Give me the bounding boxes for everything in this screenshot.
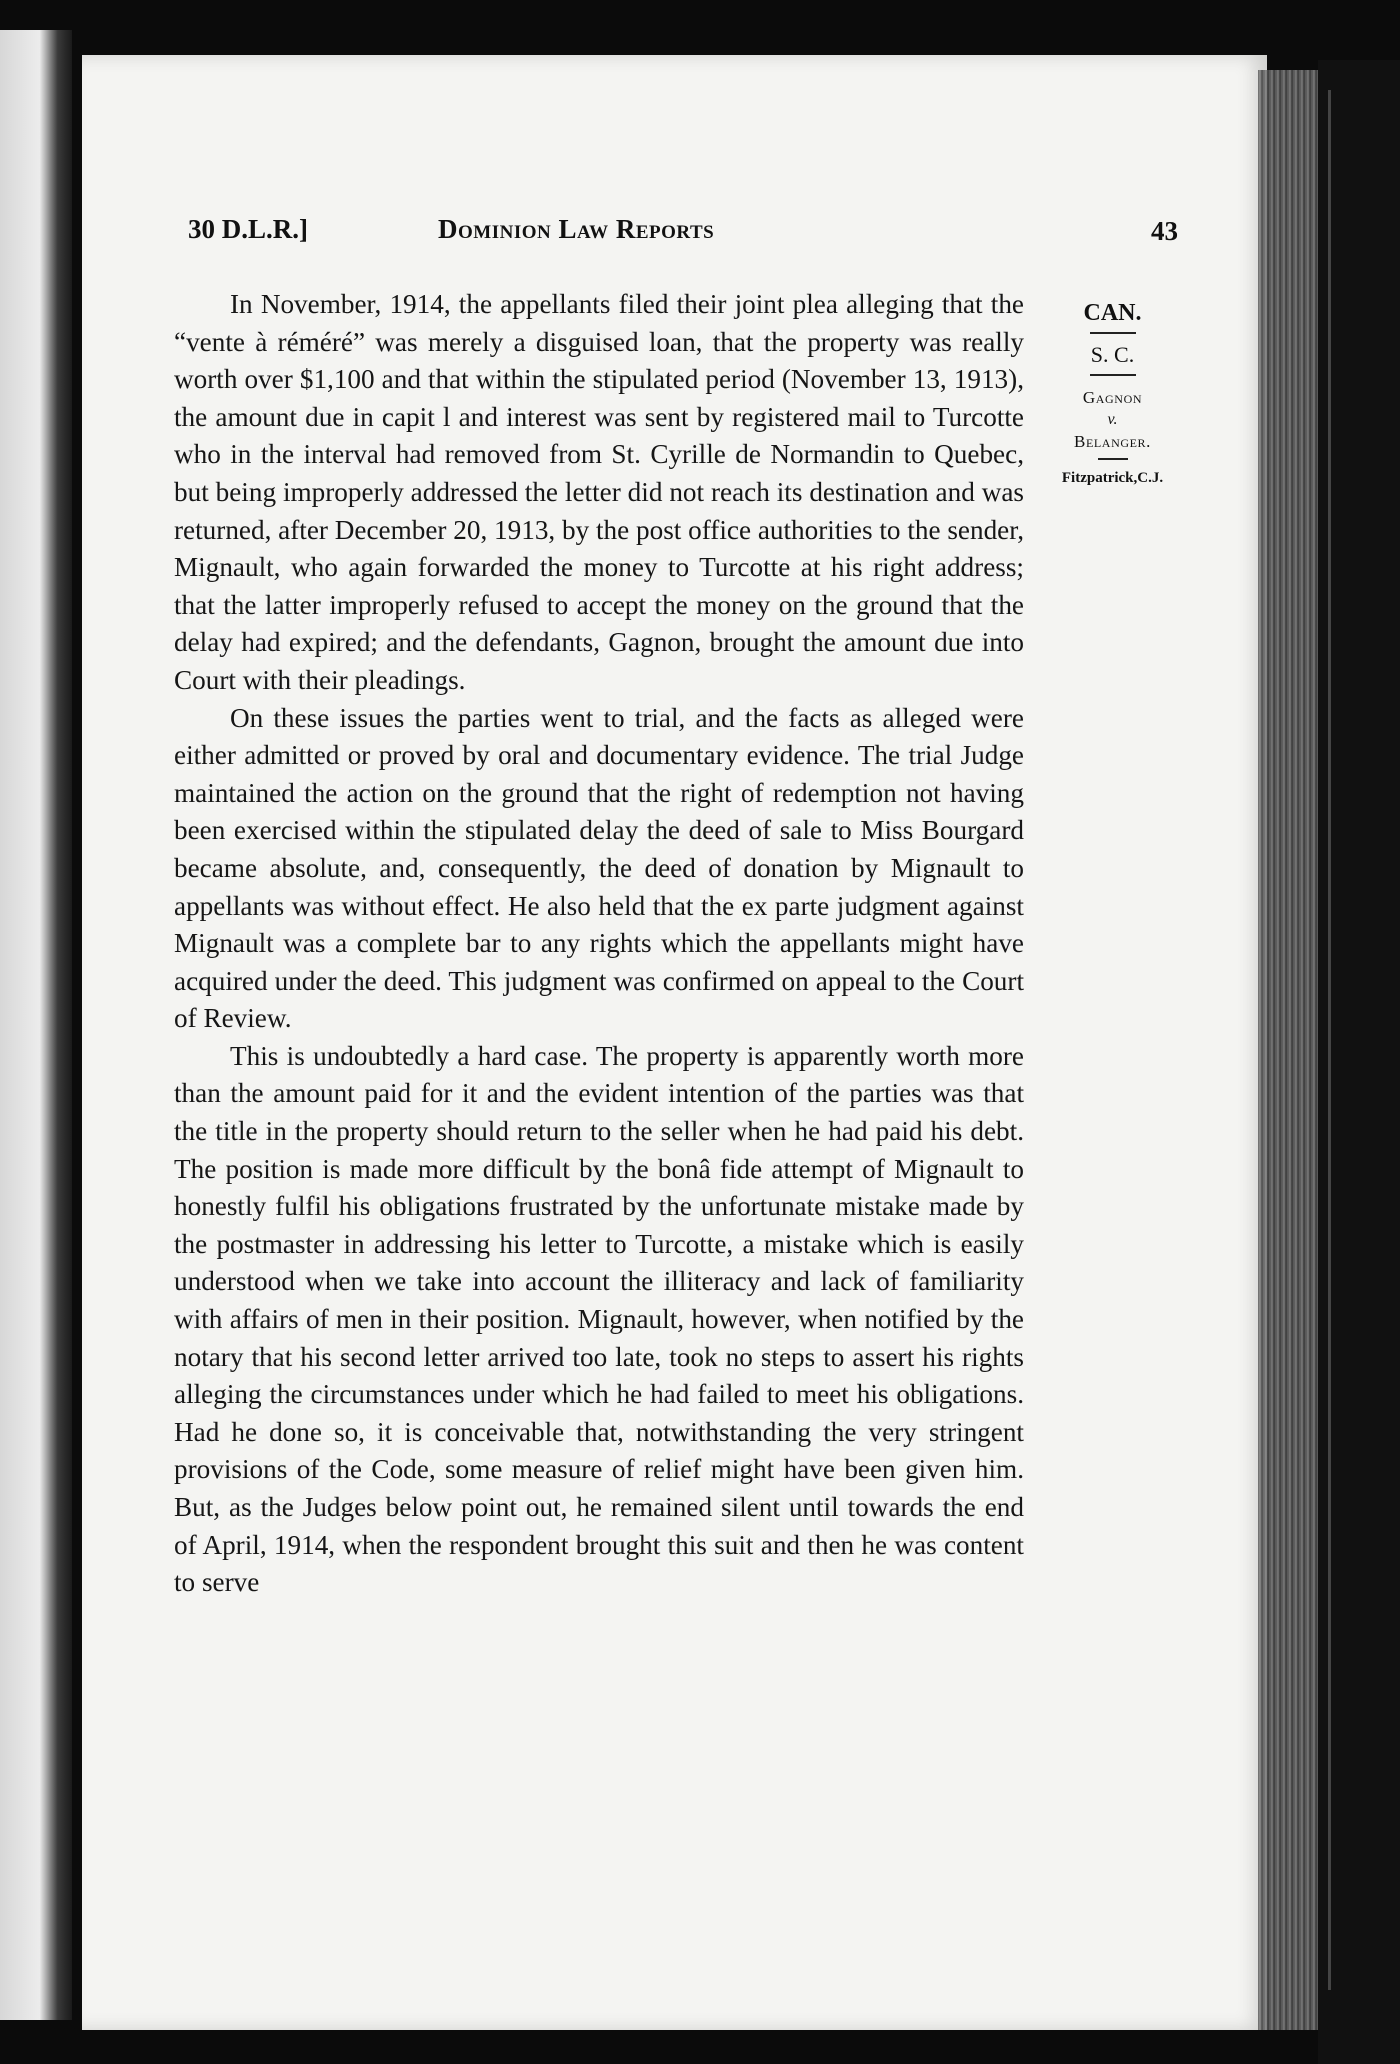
running-head xyxy=(188,214,1178,254)
paragraph-1: In November, 1914, the appellants filed their joint plea alleging that the “vente à réméré” was merely a disguised loan, that the property was really worth over $1,100 and that within the stipulated period (November 13, 1913), the amount due in capit l and interest was sent by registered mail to Turcotte who in the interval had removed from St. Cyrille de Normandin to Quebec, but being improperly addressed the letter did not reach its destination and was returned, after December 20, 1913, by the post office authorities to the sender, Mignault, who again forwarded the money to Turcotte at his right address; that the latter improperly refused to accept the money on the ground that the delay had expired; and the defendants, Gagnon, brought the amount due into Court with their pleadings. xyxy=(174,289,1024,695)
page-stack-edge xyxy=(1258,70,1318,2030)
margin-rule xyxy=(1090,332,1136,334)
margin-party-one: Gagnon xyxy=(1082,388,1143,407)
volume-reference: 30 D.L.R.] xyxy=(188,214,308,244)
margin-jurisdiction: CAN. xyxy=(1083,300,1142,326)
page-number: 43 xyxy=(1151,216,1178,246)
paragraph-3: This is undoubtedly a hard case. The property is apparently worth more than the amount paid for it and the evident intention of the parties was that the title in the property should return to the seller when he had paid his debt. The position is made more difficult by the bonâ fide attempt of Mignault to honestly fulfil his obligations frustrated by the unfortunate mistake made by the postmaster in addressing his letter to Turcotte, a mistake which is easily understood when we take into account the illiteracy and lack of familiarity with affairs of men in their position. Mignault, however, when notified by the notary that his second letter arrived too late, took no steps to assert his rights alleging the circumstances under which he had failed to meet his obligations. Had he done so, it is conceivable that, notwithstanding the very stringent provisions of the Code, some measure of relief might have been given him. But, as the Judges below point out, he remained silent until towards the end of April, 1914, when the respondent brought this suit and then he was content to serve xyxy=(174,1040,1024,1598)
report-title: Dominion Law Reports xyxy=(438,214,715,244)
margin-versus: v. xyxy=(1107,411,1118,428)
margin-party-two: Belanger. xyxy=(1074,432,1151,451)
body-text xyxy=(174,286,1024,1602)
left-page-edge xyxy=(0,30,72,2020)
margin-rule xyxy=(1098,458,1128,460)
spine-line xyxy=(1328,90,1331,1990)
paragraph-2: On these issues the parties went to trial, and the facts as alleged were either admitted or proved by oral and documentary evidence. The trial Judge maintained the action on the ground that the right of redemption not having been exercised within the stipulated delay the deed of sale to Miss Bourgard became absolute, and, consequently, the deed of donation by Mignault to appellants was without effect. He also held that the ex parte judgment against Mignault was a complete bar to any rights which the appellants might have acquired under the deed. This judgment was confirmed on appeal to the Court of Review. xyxy=(174,702,1024,1034)
margin-rule xyxy=(1090,374,1136,376)
margin-notes xyxy=(1035,298,1190,490)
margin-court: S. C. xyxy=(1090,342,1135,367)
margin-judge: Fitzpatrick,C.J. xyxy=(1061,470,1164,486)
